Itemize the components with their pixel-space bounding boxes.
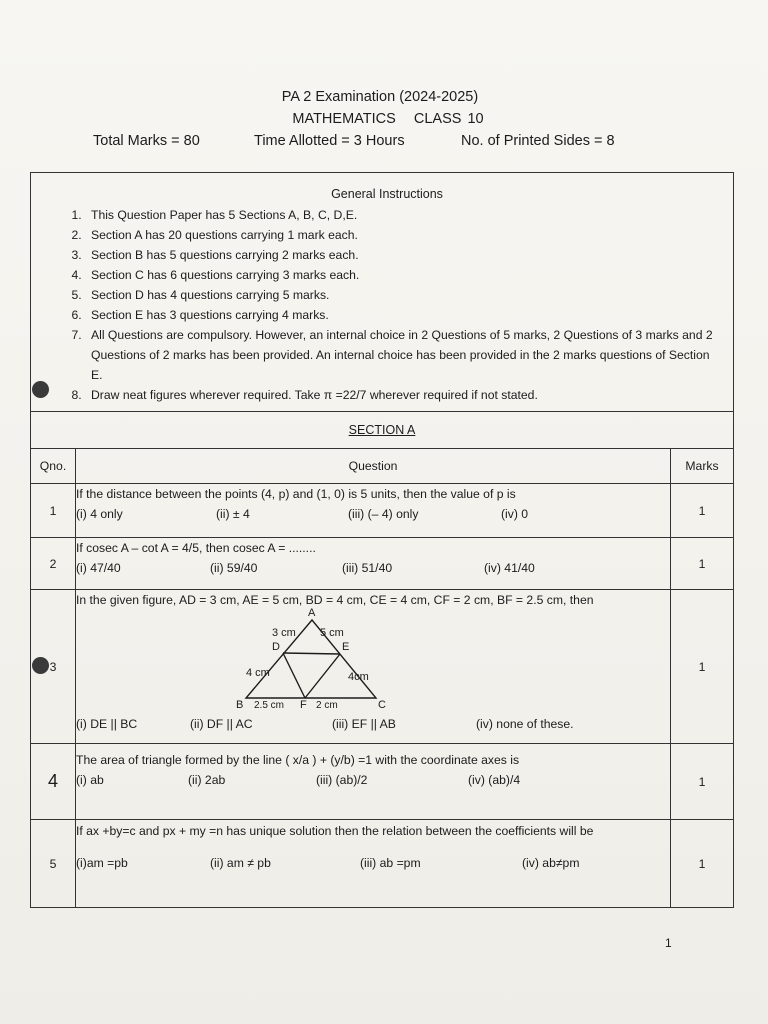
question-text: If cosec A – cot A = 4/5, then cosec A = ........ [76, 541, 316, 555]
option: (ii) DF || AC [190, 717, 253, 731]
option: (ii) 2ab [188, 773, 226, 787]
section-heading [31, 412, 734, 449]
question-table [30, 172, 734, 908]
option: (iii) ab =pm [360, 856, 421, 870]
label-bd: 4 cm [246, 667, 270, 679]
option: (ii) ± 4 [216, 507, 250, 521]
instruction-item: 7. All Questions are compulsory. However, an internal choice in 2 Questions of 5 marks, 2 Questions of 3 marks and 2 Questions of 2 marks has been provided. An internal choice has been provided in the 2 marks questions of Section E. [85, 325, 715, 385]
exam-title: PA 2 Examination (2024-2025) [281, 89, 479, 105]
vertex-a: A [308, 607, 316, 619]
question-marks: 1 [671, 538, 734, 590]
option: (iii) (– 4) only [348, 507, 419, 521]
question-row [31, 484, 734, 538]
question-number: 2 [31, 538, 76, 590]
page-number: 1 [665, 936, 672, 950]
label-ad: 3 cm [272, 627, 296, 639]
question-cell [76, 744, 671, 820]
label-ce: 4cm [348, 671, 369, 683]
header-qno: Qno. [31, 449, 76, 484]
instructions-title: General Instructions [331, 187, 443, 201]
instruction-item: 2. Section A has 20 questions carrying 1 mark each. [85, 225, 715, 245]
subject-class: MATHEMATICS CLASS 10 [292, 111, 484, 127]
question-text: The area of triangle formed by the line ( x/a ) + (y/b) =1 with the coordinate axes is [76, 753, 520, 767]
question-marks: 1 [671, 820, 734, 908]
time-allotted: Time Allotted = 3 Hours [254, 133, 405, 149]
question-cell [76, 484, 671, 538]
section-a-title: SECTION A [348, 423, 416, 437]
option: (iv) 0 [501, 507, 529, 521]
options-row [76, 714, 670, 734]
question-number: 3 [31, 590, 76, 744]
figure-wrap [76, 607, 670, 714]
question-marks: 1 [671, 744, 734, 820]
option: (i) 4 only [76, 507, 123, 521]
instructions-list [59, 205, 715, 405]
label-bf: 2.5 cm [254, 700, 285, 710]
options-row [76, 770, 670, 790]
label-cf: 2 cm [316, 700, 338, 710]
option: (iv) (ab)/4 [468, 773, 521, 787]
header-question: Question [76, 449, 671, 484]
question-marks: 1 [671, 590, 734, 744]
vertex-c: C [378, 699, 386, 710]
question-number: 4 [31, 744, 76, 820]
question-row [31, 820, 734, 908]
question-cell [76, 538, 671, 590]
question-row [31, 590, 734, 744]
point-e: E [342, 641, 350, 653]
question-cell [76, 820, 671, 908]
point-d: D [272, 641, 280, 653]
option: (ii) 59/40 [210, 561, 258, 575]
question-number: 1 [31, 484, 76, 538]
vertex-b: B [236, 699, 244, 710]
printed-sides: No. of Printed Sides = 8 [461, 133, 615, 149]
option: (i)am =pb [76, 856, 128, 870]
instruction-item: 4. Section C has 6 questions carrying 3 marks each. [85, 265, 715, 285]
header-marks: Marks [671, 449, 734, 484]
options-row [76, 504, 670, 524]
label-ae: 5 cm [320, 627, 344, 639]
option: (i) ab [76, 773, 104, 787]
option: (iv) ab≠pm [522, 856, 580, 870]
punch-hole-mark [32, 381, 49, 398]
option: (i) DE || BC [76, 717, 138, 731]
option: (i) 47/40 [76, 561, 121, 575]
question-text: If ax +by=c and px + my =n has unique solution then the relation between the coefficients will be [76, 824, 594, 838]
option: (iii) 51/40 [342, 561, 393, 575]
instructions-box [31, 173, 734, 412]
question-marks: 1 [671, 484, 734, 538]
total-marks: Total Marks = 80 [93, 133, 200, 149]
option: (iv) none of these. [476, 717, 574, 731]
instruction-item: 3. Section B has 5 questions carrying 2 marks each. [85, 245, 715, 265]
options-row [76, 558, 670, 578]
options-row [76, 853, 670, 873]
instruction-item: 6. Section E has 3 questions carrying 4 marks. [85, 305, 715, 325]
point-f: F [300, 699, 307, 710]
instruction-item: 8. Draw neat figures wherever required. Take π =22/7 wherever required if not stated. [85, 385, 715, 405]
instruction-item: 5. Section D has 4 questions carrying 5 marks. [85, 285, 715, 305]
instruction-item: 1. This Question Paper has 5 Sections A, B, C, D,E. [85, 205, 715, 225]
question-row [31, 538, 734, 590]
option: (iii) EF || AB [332, 717, 396, 731]
punch-hole-mark [32, 657, 49, 674]
option: (ii) am ≠ pb [210, 856, 271, 870]
question-text: If the distance between the points (4, p) and (1, 0) is 5 units, then the value of p is [76, 487, 516, 501]
option: (iii) (ab)/2 [316, 773, 368, 787]
question-number: 5 [31, 820, 76, 908]
question-cell [76, 590, 671, 744]
triangle-figure [236, 606, 416, 710]
option: (iv) 41/40 [484, 561, 535, 575]
question-row [31, 744, 734, 820]
question-text: In the given figure, AD = 3 cm, AE = 5 cm, BD = 4 cm, CE = 4 cm, CF = 2 cm, BF = 2.5 cm, then [76, 593, 594, 607]
